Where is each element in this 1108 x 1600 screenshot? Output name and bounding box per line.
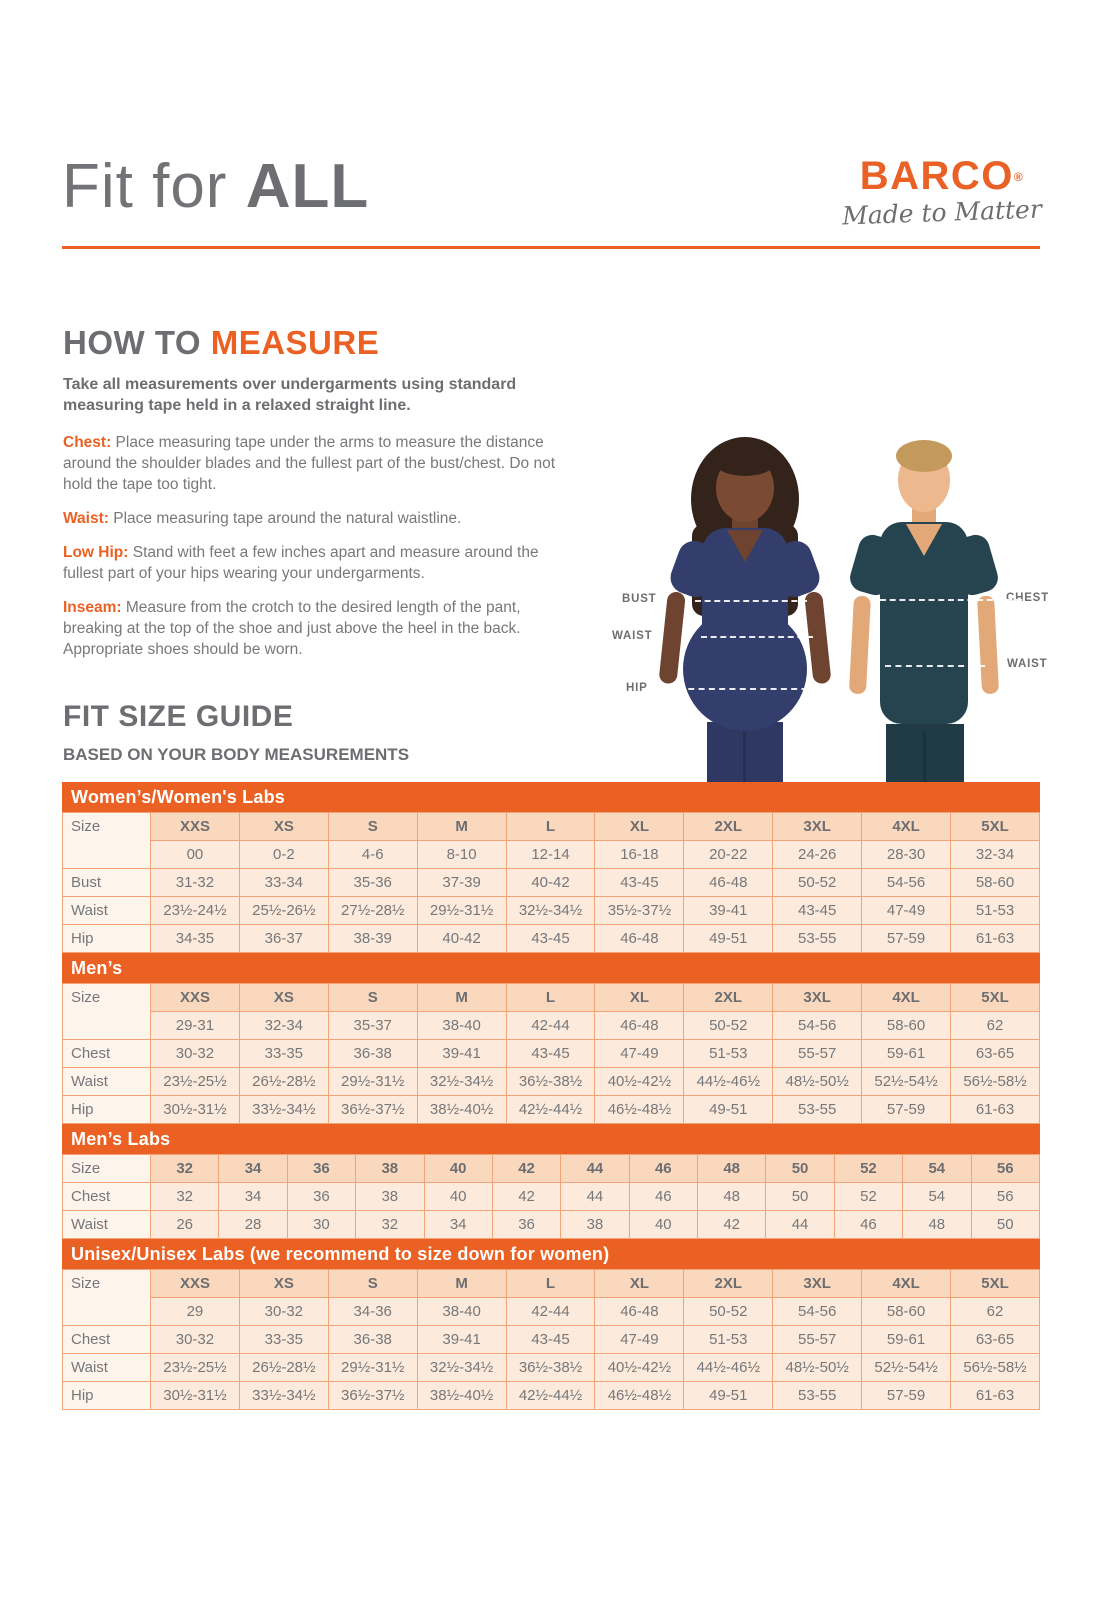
size-number-cell: 38-40 xyxy=(417,1012,506,1040)
value-cell: 50-52 xyxy=(773,869,862,897)
size-number-cell: 34-36 xyxy=(328,1298,417,1326)
size-number-cell: 29-31 xyxy=(151,1012,240,1040)
measure-item-waist xyxy=(63,509,571,530)
size-number-cell: 16-18 xyxy=(595,841,684,869)
table-row xyxy=(63,897,1040,925)
row-label: Waist xyxy=(63,1211,151,1239)
man-figure xyxy=(847,440,1001,783)
measure-item-inseam xyxy=(63,598,571,661)
value-cell: 31-32 xyxy=(151,869,240,897)
value-cell: 49-51 xyxy=(684,1096,773,1124)
size-header-cell: 3XL xyxy=(773,813,862,841)
waist-left-label: WAIST xyxy=(612,630,653,642)
measure-item-text: Measure from the crotch to the desired length of the pant, breaking at the top of the shoe and just above the heel in the back. Appropriate shoes should be worn. xyxy=(63,598,521,658)
value-cell: 33-35 xyxy=(239,1326,328,1354)
fit-size-guide-heading: FIT SIZE GUIDE xyxy=(63,700,294,733)
value-cell: 46½-48½ xyxy=(595,1096,684,1124)
size-label: Size xyxy=(63,1155,151,1183)
waist-right-measure-line xyxy=(885,665,985,667)
row-label: Waist xyxy=(63,1068,151,1096)
value-cell: 40 xyxy=(424,1183,492,1211)
table-row xyxy=(63,1211,1040,1239)
size-header-cell: M xyxy=(417,813,506,841)
measure-item-text: Stand with feet a few inches apart and measure around the fullest part of your hips wearing your undergarments. xyxy=(63,543,539,582)
value-cell: 51-53 xyxy=(684,1040,773,1068)
value-cell: 23½-25½ xyxy=(151,1354,240,1382)
value-cell: 40-42 xyxy=(417,925,506,953)
size-table xyxy=(62,983,1040,1124)
value-cell: 23½-24½ xyxy=(151,897,240,925)
size-tables xyxy=(62,782,1040,1410)
measure-item-chest xyxy=(63,433,571,496)
value-cell: 47-49 xyxy=(862,897,951,925)
size-number-cell: 42-44 xyxy=(506,1012,595,1040)
size-table-section xyxy=(62,1239,1040,1410)
value-cell: 46 xyxy=(834,1211,902,1239)
size-table xyxy=(62,1269,1040,1410)
value-cell: 43-45 xyxy=(773,897,862,925)
measure-item-label: Chest: xyxy=(63,434,112,452)
value-cell: 40 xyxy=(629,1211,697,1239)
chest-label: CHEST xyxy=(1006,592,1049,604)
size-header-cell: 38 xyxy=(356,1155,424,1183)
value-cell: 36-38 xyxy=(328,1326,417,1354)
value-cell: 55-57 xyxy=(773,1040,862,1068)
value-cell: 46-48 xyxy=(595,925,684,953)
value-cell: 40½-42½ xyxy=(595,1354,684,1382)
value-cell: 48½-50½ xyxy=(773,1354,862,1382)
size-header-cell: 44 xyxy=(561,1155,629,1183)
size-number-cell: 32-34 xyxy=(239,1012,328,1040)
value-cell: 29½-31½ xyxy=(328,1354,417,1382)
value-cell: 46 xyxy=(629,1183,697,1211)
value-cell: 43-45 xyxy=(506,925,595,953)
woman-figure xyxy=(658,437,831,783)
value-cell: 51-53 xyxy=(951,897,1040,925)
size-table xyxy=(62,1154,1040,1239)
value-cell: 63-65 xyxy=(951,1326,1040,1354)
value-cell: 56 xyxy=(971,1183,1040,1211)
value-cell: 48½-50½ xyxy=(773,1068,862,1096)
value-cell: 25½-26½ xyxy=(239,897,328,925)
value-cell: 30½-31½ xyxy=(151,1096,240,1124)
value-cell: 37-39 xyxy=(417,869,506,897)
size-number-cell: 29 xyxy=(151,1298,240,1326)
size-label: Size xyxy=(63,984,151,1040)
value-cell: 39-41 xyxy=(417,1326,506,1354)
value-cell: 39-41 xyxy=(417,1040,506,1068)
size-number-cell: 46-48 xyxy=(595,1012,684,1040)
size-header-cell: 4XL xyxy=(862,1270,951,1298)
size-table-section xyxy=(62,1124,1040,1239)
size-header-cell: XS xyxy=(239,813,328,841)
size-number-cell: 12-14 xyxy=(506,841,595,869)
value-cell: 36 xyxy=(287,1183,355,1211)
size-header-cell: 2XL xyxy=(684,1270,773,1298)
row-label: Chest xyxy=(63,1183,151,1211)
value-cell: 46½-48½ xyxy=(595,1382,684,1410)
value-cell: 56½-58½ xyxy=(951,1354,1040,1382)
size-number-cell: 35-37 xyxy=(328,1012,417,1040)
value-cell: 27½-28½ xyxy=(328,897,417,925)
table-banner: Unisex/Unisex Labs (we recommend to size down for women) xyxy=(62,1239,1040,1269)
size-header-cell: M xyxy=(417,984,506,1012)
size-label: Size xyxy=(63,813,151,869)
value-cell: 30-32 xyxy=(151,1326,240,1354)
size-number-cell: 32-34 xyxy=(951,841,1040,869)
value-cell: 53-55 xyxy=(773,1096,862,1124)
size-header-cell: 2XL xyxy=(684,984,773,1012)
size-header-cell: 4XL xyxy=(862,984,951,1012)
table-row xyxy=(63,1382,1040,1410)
page-title-bold: ALL xyxy=(245,152,370,221)
size-number-cell: 54-56 xyxy=(773,1298,862,1326)
size-header-cell: XL xyxy=(595,1270,684,1298)
size-number-cell: 50-52 xyxy=(684,1298,773,1326)
title-divider xyxy=(62,246,1040,249)
size-header-cell: L xyxy=(506,984,595,1012)
size-table-section xyxy=(62,953,1040,1124)
row-label: Chest xyxy=(63,1040,151,1068)
size-number-cell: 62 xyxy=(951,1012,1040,1040)
value-cell: 61-63 xyxy=(951,1096,1040,1124)
table-row xyxy=(63,1068,1040,1096)
value-cell: 39-41 xyxy=(684,897,773,925)
value-cell: 53-55 xyxy=(773,1382,862,1410)
value-cell: 52 xyxy=(834,1183,902,1211)
size-header-cell: 34 xyxy=(219,1155,287,1183)
row-label: Chest xyxy=(63,1326,151,1354)
size-header-cell: 3XL xyxy=(773,1270,862,1298)
value-cell: 58-60 xyxy=(951,869,1040,897)
value-cell: 30½-31½ xyxy=(151,1382,240,1410)
value-cell: 38-39 xyxy=(328,925,417,953)
table-row xyxy=(63,1354,1040,1382)
size-header-cell: 46 xyxy=(629,1155,697,1183)
table-banner: Women’s/Women's Labs xyxy=(62,782,1040,812)
value-cell: 44 xyxy=(766,1211,834,1239)
size-header-cell: L xyxy=(506,813,595,841)
row-label: Hip xyxy=(63,1096,151,1124)
row-label: Hip xyxy=(63,925,151,953)
size-number-cell: 8-10 xyxy=(417,841,506,869)
size-label: Size xyxy=(63,1270,151,1326)
table-row xyxy=(63,1040,1040,1068)
value-cell: 57-59 xyxy=(862,1096,951,1124)
brand-tagline: Made to Matter xyxy=(841,194,1043,231)
measure-item-label: Inseam: xyxy=(63,598,122,616)
size-header-cell: 3XL xyxy=(773,984,862,1012)
size-header-cell: XXS xyxy=(151,1270,240,1298)
heading-orange-part: MEASURE xyxy=(210,324,380,361)
value-cell: 47-49 xyxy=(595,1326,684,1354)
value-cell: 28 xyxy=(219,1211,287,1239)
value-cell: 42½-44½ xyxy=(506,1096,595,1124)
size-header-cell: S xyxy=(328,813,417,841)
value-cell: 40½-42½ xyxy=(595,1068,684,1096)
value-cell: 54 xyxy=(903,1183,971,1211)
size-header-cell: 40 xyxy=(424,1155,492,1183)
brand-name-text: BARCO xyxy=(859,154,1014,198)
hip-label: HIP xyxy=(626,682,648,694)
value-cell: 50 xyxy=(971,1211,1040,1239)
measure-item-low-hip xyxy=(63,543,571,585)
table-row xyxy=(63,1096,1040,1124)
value-cell: 43-45 xyxy=(595,869,684,897)
size-header-cell: 48 xyxy=(698,1155,766,1183)
size-number-cell: 30-32 xyxy=(239,1298,328,1326)
brand-name xyxy=(842,156,1042,196)
value-cell: 33½-34½ xyxy=(239,1382,328,1410)
value-cell: 32½-34½ xyxy=(417,1354,506,1382)
value-cell: 40-42 xyxy=(506,869,595,897)
value-cell: 29½-31½ xyxy=(328,1068,417,1096)
measure-item-text: Place measuring tape under the arms to measure the distance around the shoulder blades and the fullest part of the bust/chest. Do not hold the tape too tight. xyxy=(63,434,556,494)
page-title-regular: Fit for xyxy=(62,152,246,221)
value-cell: 49-51 xyxy=(684,1382,773,1410)
size-number-cell: 54-56 xyxy=(773,1012,862,1040)
size-number-cell: 62 xyxy=(951,1298,1040,1326)
bust-measure-line xyxy=(695,600,807,602)
value-cell: 52½-54½ xyxy=(862,1354,951,1382)
value-cell: 55-57 xyxy=(773,1326,862,1354)
value-cell: 30-32 xyxy=(151,1040,240,1068)
value-cell: 33-35 xyxy=(239,1040,328,1068)
value-cell: 44½-46½ xyxy=(684,1068,773,1096)
size-number-cell: 24-26 xyxy=(773,841,862,869)
size-header-cell: XXS xyxy=(151,813,240,841)
fit-size-guide-subheading: BASED ON YOUR BODY MEASUREMENTS xyxy=(63,745,410,764)
value-cell: 59-61 xyxy=(862,1040,951,1068)
heading-gray-part: HOW TO xyxy=(63,324,211,361)
value-cell: 26½-28½ xyxy=(239,1068,328,1096)
how-to-measure-heading xyxy=(63,324,379,362)
value-cell: 53-55 xyxy=(773,925,862,953)
value-cell: 34 xyxy=(424,1211,492,1239)
size-header-cell: XXS xyxy=(151,984,240,1012)
row-label: Hip xyxy=(63,1382,151,1410)
size-number-cell: 00 xyxy=(151,841,240,869)
value-cell: 36½-37½ xyxy=(328,1096,417,1124)
size-number-cell: 58-60 xyxy=(862,1012,951,1040)
value-cell: 38 xyxy=(561,1211,629,1239)
size-header-cell: XL xyxy=(595,984,684,1012)
value-cell: 42 xyxy=(492,1183,560,1211)
value-cell: 35½-37½ xyxy=(595,897,684,925)
row-label: Bust xyxy=(63,869,151,897)
value-cell: 61-63 xyxy=(951,925,1040,953)
measure-item-text: Place measuring tape around the natural waistline. xyxy=(108,509,462,527)
size-header-cell: 5XL xyxy=(951,984,1040,1012)
value-cell: 42 xyxy=(698,1211,766,1239)
size-number-cell: 20-22 xyxy=(684,841,773,869)
size-header-cell: 36 xyxy=(287,1155,355,1183)
value-cell: 36½-38½ xyxy=(506,1354,595,1382)
size-header-cell: 56 xyxy=(971,1155,1040,1183)
table-row xyxy=(63,925,1040,953)
row-label: Waist xyxy=(63,1354,151,1382)
value-cell: 52½-54½ xyxy=(862,1068,951,1096)
size-number-cell: 46-48 xyxy=(595,1298,684,1326)
bust-label: BUST xyxy=(622,593,657,605)
size-header-cell: S xyxy=(328,1270,417,1298)
value-cell: 38 xyxy=(356,1183,424,1211)
measure-item-label: Waist: xyxy=(63,509,109,527)
value-cell: 44½-46½ xyxy=(684,1354,773,1382)
value-cell: 32½-34½ xyxy=(417,1068,506,1096)
value-cell: 56½-58½ xyxy=(951,1068,1040,1096)
waist-right-label: WAIST xyxy=(1007,658,1048,670)
value-cell: 44 xyxy=(561,1183,629,1211)
hip-measure-line xyxy=(678,688,828,690)
value-cell: 38½-40½ xyxy=(417,1096,506,1124)
brand-logo xyxy=(841,154,1043,231)
value-cell: 63-65 xyxy=(951,1040,1040,1068)
size-number-cell: 42-44 xyxy=(506,1298,595,1326)
size-header-cell: XL xyxy=(595,813,684,841)
value-cell: 36 xyxy=(492,1211,560,1239)
registered-mark: ® xyxy=(1013,170,1025,184)
size-header-cell: 32 xyxy=(151,1155,219,1183)
size-header-cell: 54 xyxy=(903,1155,971,1183)
size-number-cell: 50-52 xyxy=(684,1012,773,1040)
table-banner: Men’s Labs xyxy=(62,1124,1040,1154)
value-cell: 36-37 xyxy=(239,925,328,953)
value-cell: 57-59 xyxy=(862,1382,951,1410)
value-cell: 32 xyxy=(151,1183,219,1211)
table-row xyxy=(63,1326,1040,1354)
value-cell: 42½-44½ xyxy=(506,1382,595,1410)
value-cell: 36½-38½ xyxy=(506,1068,595,1096)
size-header-cell: 5XL xyxy=(951,813,1040,841)
size-header-cell: 42 xyxy=(492,1155,560,1183)
size-header-cell: L xyxy=(506,1270,595,1298)
size-number-cell: 58-60 xyxy=(862,1298,951,1326)
page-title xyxy=(62,152,370,221)
value-cell: 29½-31½ xyxy=(417,897,506,925)
value-cell: 26½-28½ xyxy=(239,1354,328,1382)
size-number-cell: 38-40 xyxy=(417,1298,506,1326)
table-row xyxy=(63,1183,1040,1211)
value-cell: 43-45 xyxy=(506,1040,595,1068)
value-cell: 59-61 xyxy=(862,1326,951,1354)
value-cell: 49-51 xyxy=(684,925,773,953)
value-cell: 61-63 xyxy=(951,1382,1040,1410)
value-cell: 50 xyxy=(766,1183,834,1211)
size-header-cell: 50 xyxy=(766,1155,834,1183)
size-header-cell: M xyxy=(417,1270,506,1298)
value-cell: 46-48 xyxy=(684,869,773,897)
size-number-cell: 4-6 xyxy=(328,841,417,869)
value-cell: 34 xyxy=(219,1183,287,1211)
measure-item-label: Low Hip: xyxy=(63,543,129,561)
size-number-cell: 0-2 xyxy=(239,841,328,869)
size-header-cell: XS xyxy=(239,984,328,1012)
value-cell: 47-49 xyxy=(595,1040,684,1068)
value-cell: 23½-25½ xyxy=(151,1068,240,1096)
waist-left-measure-line xyxy=(701,636,813,638)
size-table xyxy=(62,812,1040,953)
chest-measure-line xyxy=(880,599,1022,601)
value-cell: 54-56 xyxy=(862,869,951,897)
value-cell: 57-59 xyxy=(862,925,951,953)
value-cell: 26 xyxy=(151,1211,219,1239)
value-cell: 32½-34½ xyxy=(506,897,595,925)
value-cell: 32 xyxy=(356,1211,424,1239)
size-header-cell: XS xyxy=(239,1270,328,1298)
value-cell: 36-38 xyxy=(328,1040,417,1068)
value-cell: 38½-40½ xyxy=(417,1382,506,1410)
size-header-cell: 52 xyxy=(834,1155,902,1183)
size-header-cell: 4XL xyxy=(862,813,951,841)
value-cell: 48 xyxy=(903,1211,971,1239)
value-cell: 43-45 xyxy=(506,1326,595,1354)
size-header-cell: 5XL xyxy=(951,1270,1040,1298)
value-cell: 33-34 xyxy=(239,869,328,897)
value-cell: 51-53 xyxy=(684,1326,773,1354)
value-cell: 35-36 xyxy=(328,869,417,897)
size-number-cell: 28-30 xyxy=(862,841,951,869)
value-cell: 48 xyxy=(698,1183,766,1211)
table-banner: Men’s xyxy=(62,953,1040,983)
size-header-cell: 2XL xyxy=(684,813,773,841)
value-cell: 30 xyxy=(287,1211,355,1239)
value-cell: 33½-34½ xyxy=(239,1096,328,1124)
measure-intro: Take all measurements over undergarments using standard measuring tape held in a relaxed straight line. xyxy=(63,376,517,415)
table-row xyxy=(63,869,1040,897)
how-to-measure-body xyxy=(63,374,571,674)
row-label: Waist xyxy=(63,897,151,925)
size-header-cell: S xyxy=(328,984,417,1012)
value-cell: 34-35 xyxy=(151,925,240,953)
value-cell: 36½-37½ xyxy=(328,1382,417,1410)
size-table-section xyxy=(62,782,1040,953)
